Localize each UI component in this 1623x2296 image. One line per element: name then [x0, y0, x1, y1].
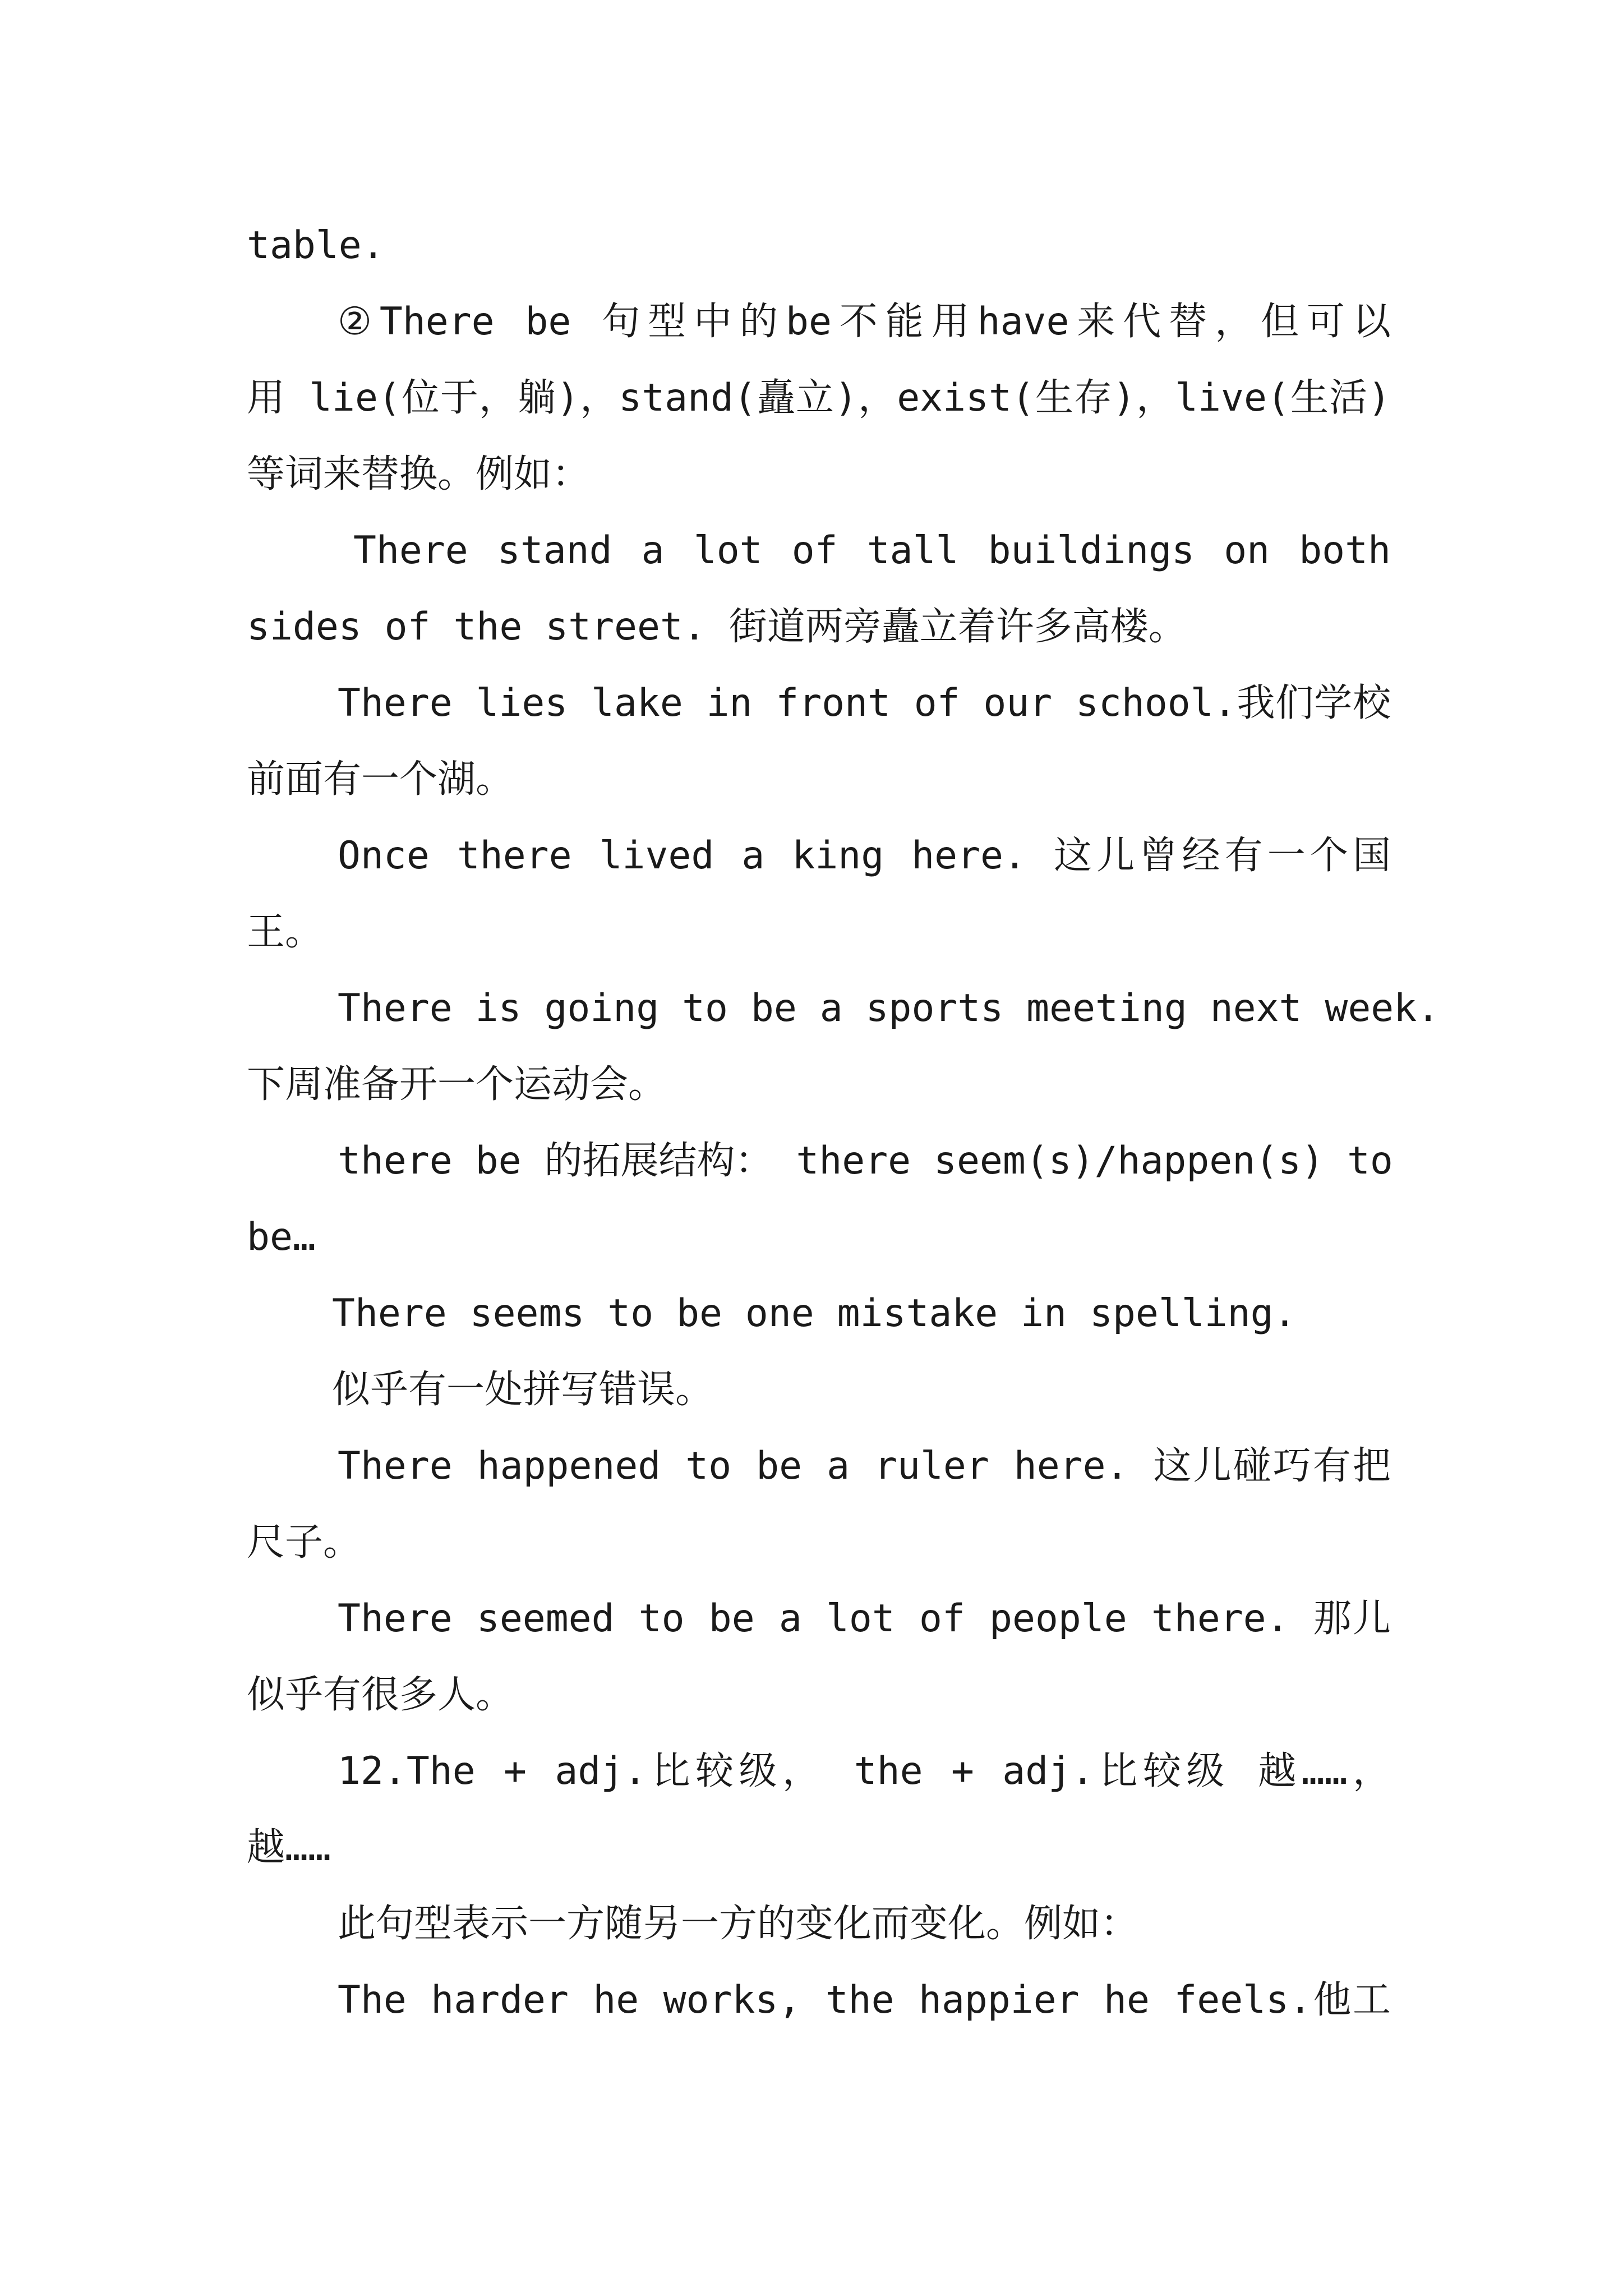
text-line-5: There stand a lot of tall buildings on both	[353, 528, 1391, 573]
text-line-24: The harder he works, the happier he feels.他工	[338, 1978, 1391, 2022]
text-line-21: 12.The + adj.比较级， the + adj.比较级 越……，	[338, 1749, 1391, 1793]
text-line-18: 尺子。	[247, 1520, 362, 1565]
text-line-6: sides of the street. 街道两旁矗立着许多高楼。	[247, 605, 1187, 649]
text-line-12: 下周准备开一个运动会。	[247, 1062, 667, 1107]
text-line-9: Once there lived a king here. 这儿曾经有一个国	[338, 834, 1391, 878]
text-line-8: 前面有一个湖。	[247, 757, 514, 802]
text-line-15: There seems to be one mistake in spelling.	[332, 1291, 1297, 1336]
text-line-2: ②There be 句型中的be不能用have来代替，但可以	[338, 300, 1391, 344]
text-line-17: There happened to be a ruler here. 这儿碰巧有把	[338, 1444, 1391, 1488]
text-line-4: 等词来替换。例如：	[247, 452, 591, 496]
text-line-11: There is going to be a sports meeting next week.	[338, 986, 1440, 1030]
text-line-13: there be 的拓展结构： there seem(s)/happen(s) to	[338, 1139, 1393, 1183]
text-line-16: 似乎有一处拼写错误。	[332, 1368, 714, 1412]
text-line-3: 用 lie(位于，躺)，stand(矗立)，exist(生存)，live(生活)	[247, 376, 1391, 420]
text-line-14: be…	[247, 1215, 316, 1259]
text-line-1: table.	[247, 223, 385, 268]
text-line-19: There seemed to be a lot of people there. 那儿	[338, 1596, 1391, 1641]
text-line-10: 王。	[247, 910, 324, 954]
text-line-23: 此句型表示一方随另一方的变化而变化。例如：	[338, 1902, 1139, 1946]
text-line-20: 似乎有很多人。	[247, 1673, 514, 1717]
text-line-22: 越……	[247, 1825, 331, 1870]
text-line-7: There lies lake in front of our school.我们学校	[338, 681, 1391, 725]
